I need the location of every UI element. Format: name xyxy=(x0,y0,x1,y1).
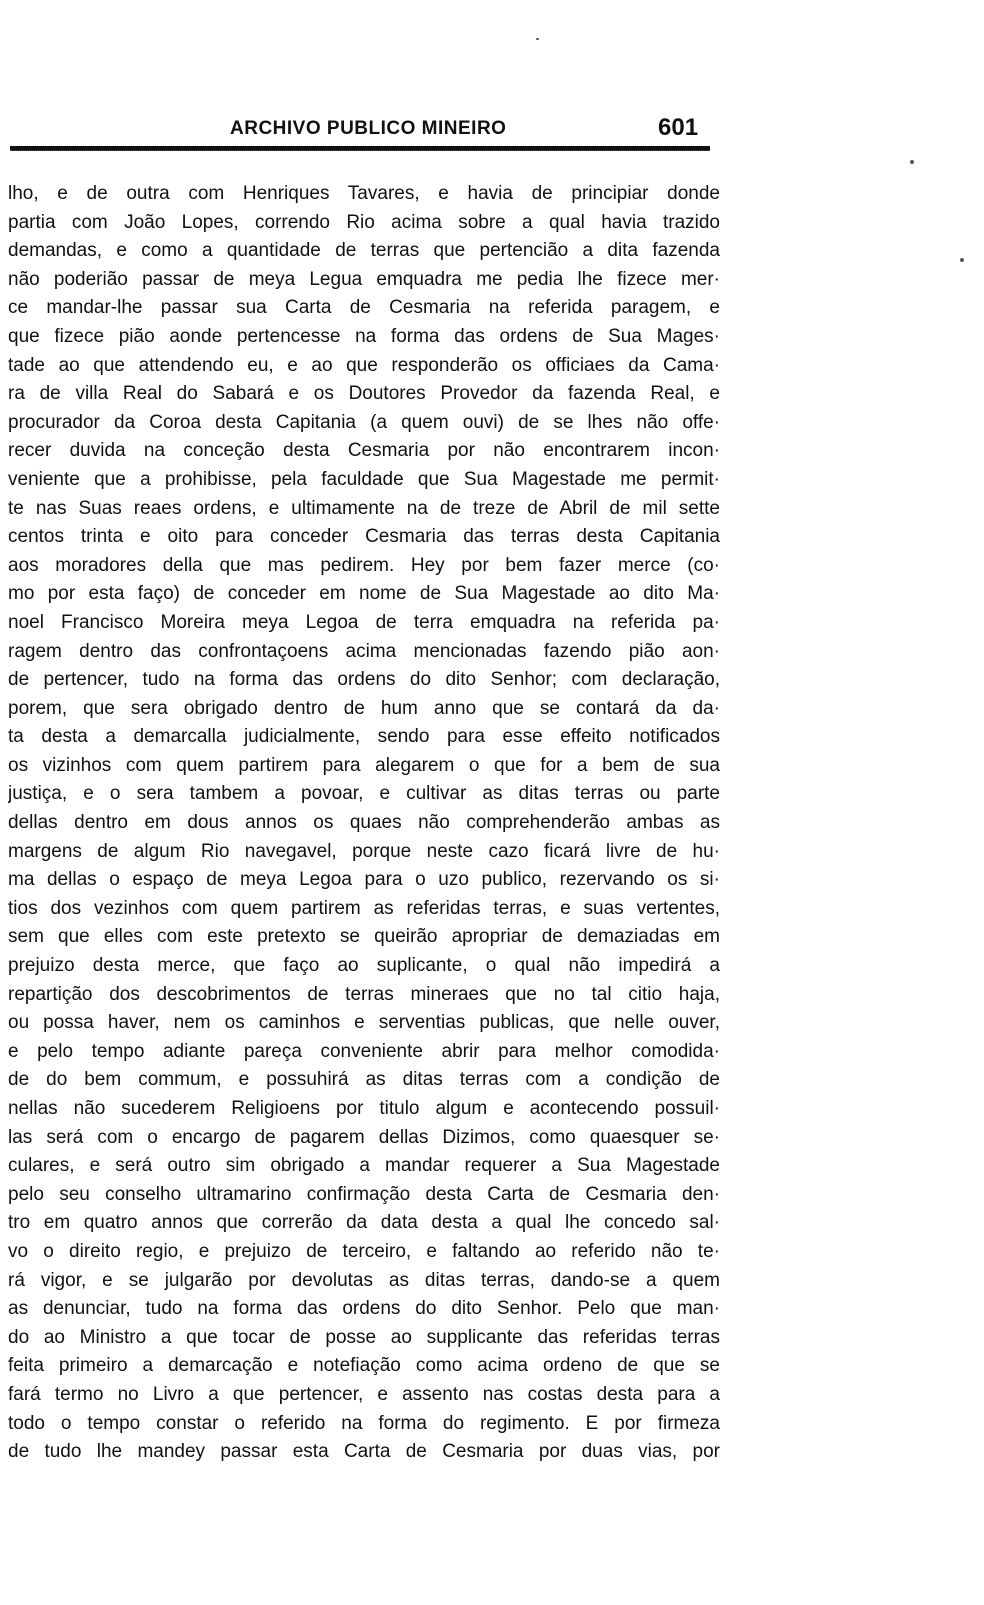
text-line: lho, e de outra com Henriques Tavares, e havia de principiar donde xyxy=(8,183,720,204)
text-line: rá vigor, e se julgarão por devolutas as ditas terras, dando-se a quem xyxy=(8,1269,720,1291)
text-line: sem que elles com este pretexto se queirão apropriar de demaziadas em xyxy=(8,926,720,948)
text-line: de pertencer, tudo na forma das ordens do dito Senhor; com declaração, xyxy=(8,669,720,691)
text-line: ma dellas o espaço de meya Legoa para o uzo publico, rezervando os si· xyxy=(8,869,720,891)
text-line: dellas dentro em dous annos os quaes não comprehenderão ambas as xyxy=(8,812,720,834)
text-line: tade ao que attendendo eu, e ao que responderão os officiaes da Cama· xyxy=(8,354,720,376)
text-line: repartição dos descobrimentos de terras mineraes que no tal citio haja, xyxy=(8,983,720,1005)
scan-speck xyxy=(536,38,539,40)
text-line: veniente que a prohibisse, pela faculdade que Sua Magestade me permit· xyxy=(8,468,720,490)
text-line: ra de villa Real do Sabará e os Doutores Provedor da fazenda Real, e xyxy=(8,383,720,405)
text-line: mo por esta faço) de conceder em nome de Sua Magestade ao dito Ma· xyxy=(8,583,720,605)
text-line: aos moradores della que mas pedirem. Hey por bem fazer merce (co· xyxy=(8,554,720,576)
text-line: de do bem commum, e possuhirá as ditas terras com a condição de xyxy=(8,1069,720,1091)
text-line: ragem dentro das confrontaçoens acima mencionadas fazendo pião aon· xyxy=(8,640,720,662)
scan-speck xyxy=(960,258,964,262)
body-text xyxy=(8,180,720,1467)
text-line: não poderião passar de meya Legua emquadra me pedia lhe fizece mer· xyxy=(8,268,720,290)
text-line: ou possa haver, nem os caminhos e serventias publicas, que nelle ouver, xyxy=(8,1012,720,1034)
text-line: fará termo no Livro a que pertencer, e assento nas costas desta para a xyxy=(8,1383,720,1405)
text-line: partia com João Lopes, correndo Rio acima sobre a qual havia trazido xyxy=(8,211,720,233)
text-line: centos trinta e oito para conceder Cesmaria das terras desta Capitania xyxy=(8,526,720,548)
text-line: culares, e será outro sim obrigado a mandar requerer a Sua Magestade xyxy=(8,1155,720,1177)
text-line: procurador da Coroa desta Capitania (a quem ouvi) de se lhes não offe· xyxy=(8,411,720,433)
text-line: e pelo tempo adiante pareça conveniente abrir para melhor comodida· xyxy=(8,1040,720,1062)
text-line: ce mandar-lhe passar sua Carta de Cesmaria na referida paragem, e xyxy=(8,297,720,319)
text-line: tios dos vezinhos com quem partirem as referidas terras, e suas vertentes, xyxy=(8,897,720,919)
text-line: pelo seu conselho ultramarino confirmação desta Carta de Cesmaria den· xyxy=(8,1183,720,1205)
header-rule xyxy=(10,146,710,151)
text-line: feita primeiro a demarcação e notefiação como acima ordeno de que se xyxy=(8,1355,720,1377)
text-line: as denunciar, tudo na forma das ordens do dito Senhor. Pelo que man· xyxy=(8,1298,720,1320)
text-line: margens de algum Rio navegavel, porque neste cazo ficará livre de hu· xyxy=(8,840,720,862)
page-number: 601 xyxy=(658,114,699,141)
text-line: do ao Ministro a que tocar de posse ao supplicante das referidas terras xyxy=(8,1326,720,1348)
text-line: ta desta a demarcalla judicialmente, sendo para esse effeito notificados xyxy=(8,726,720,748)
text-line: os vizinhos com quem partirem para alegarem o que for a bem de sua xyxy=(8,754,720,776)
text-line: porem, que sera obrigado dentro de hum anno que se contará da da· xyxy=(8,697,720,719)
page-header xyxy=(0,114,984,148)
text-line: nellas não sucederem Religioens por titulo algum e acontecendo possuil· xyxy=(8,1098,720,1119)
text-line: de tudo lhe mandey passar esta Carta de Cesmaria por duas vias, por xyxy=(8,1441,720,1463)
text-line: demandas, e como a quantidade de terras que pertencião a dita fazenda xyxy=(8,240,720,262)
text-line: noel Francisco Moreira meya Legoa de terra emquadra na referida pa· xyxy=(8,611,720,633)
text-line: vo o direito regio, e prejuizo de terceiro, e faltando ao referido não te· xyxy=(8,1240,720,1262)
text-line: tro em quatro annos que correrão da data desta a qual lhe concedo sal· xyxy=(8,1212,720,1234)
text-line: prejuizo desta merce, que faço ao suplicante, o qual não impedirá a xyxy=(8,955,720,977)
scan-speck xyxy=(910,160,914,164)
text-line: que fizece pião aonde pertencesse na forma das ordens de Sua Mages· xyxy=(8,325,720,347)
running-title: ARCHIVO PUBLICO MINEIRO xyxy=(230,118,507,139)
text-line: todo o tempo constar o referido na forma do regimento. E por firmeza xyxy=(8,1412,720,1434)
text-line: te nas Suas reaes ordens, e ultimamente na de treze de Abril de mil sette xyxy=(8,497,720,519)
text-line: recer duvida na conceção desta Cesmaria por não encontrarem incon· xyxy=(8,440,720,462)
text-line: las será com o encargo de pagarem dellas Dizimos, como quaesquer se· xyxy=(8,1126,720,1148)
text-line: justiça, e o sera tambem a povoar, e cultivar as ditas terras ou parte xyxy=(8,783,720,805)
